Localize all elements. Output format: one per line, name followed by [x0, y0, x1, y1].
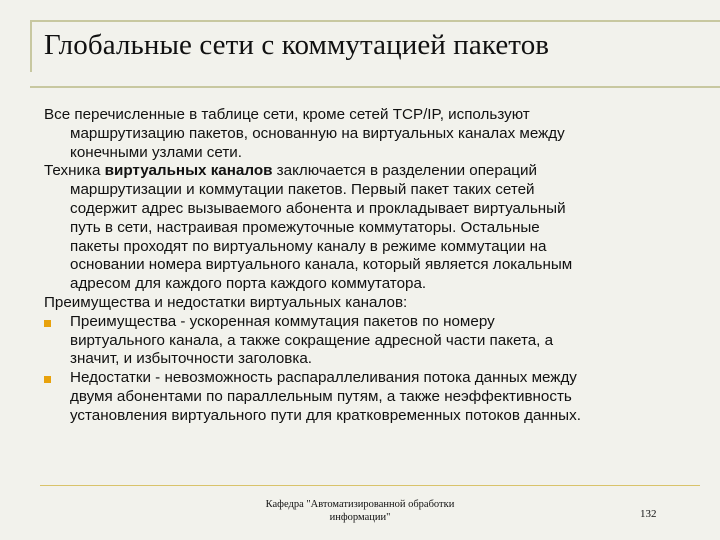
footer-department [240, 498, 480, 524]
footer-line: Кафедра "Автоматизированной обработки [265, 499, 455, 510]
title-divider [30, 86, 720, 88]
bullet-item-advantages [44, 313, 704, 369]
slide-content [44, 106, 704, 426]
text-run: Техника [44, 162, 105, 180]
emphasis-term: виртуальных каналов [104, 162, 273, 180]
text-line: содержит адрес вызываемого абонента и прокладывает виртуальный [70, 199, 566, 217]
square-bullet-icon [44, 320, 51, 327]
text-line: пакеты проходят по виртуальному каналу в режиме коммутации на [70, 237, 547, 255]
footer-line: информации" [329, 512, 391, 523]
text-line: конечными узлами сети. [70, 143, 242, 161]
text-line: основании номера виртуального канала, который является локальным [70, 256, 573, 274]
text-line: адресом для каждого порта каждого коммутатора. [70, 275, 427, 293]
paragraph-2 [44, 162, 704, 294]
paragraph-3 [44, 294, 704, 313]
paragraph-1 [44, 106, 704, 162]
text-line: Все перечисленные в таблице сети, кроме сетей TCP/IP, используют [44, 106, 530, 123]
slide-title: Глобальные сети с коммутацией пакетов [44, 29, 550, 61]
text-line [44, 162, 704, 181]
text-run: заключается в разделении операций [272, 162, 537, 180]
text-line: Преимущества - ускоренная коммутация пакетов по номеру [70, 312, 495, 330]
text-line: Преимущества и недостатки виртуальных каналов: [44, 293, 408, 311]
text-line: Недостатки - невозможность распараллеливания потока данных между [70, 369, 577, 387]
text-line: установления виртуального пути для кратковременных потоков данных. [70, 406, 581, 424]
footer-divider [40, 485, 700, 486]
text-line: двумя абонентами по параллельным путям, а также неэффективность [70, 387, 572, 405]
text-line: маршрутизацию пакетов, основанную на виртуальных каналах между [70, 124, 565, 142]
text-line: виртуального канала, а также сокращение адресной части пакета, а [70, 331, 554, 349]
text-line: маршрутизации и коммутации пакетов. Первый пакет таких сетей [70, 181, 535, 199]
text-line: путь в сети, настраивая промежуточные коммутаторы. Остальные [70, 218, 540, 236]
text-line: значит, и избыточности заголовка. [70, 350, 312, 368]
square-bullet-icon [44, 376, 51, 383]
page-number: 132 [640, 508, 657, 520]
bullet-item-disadvantages [44, 369, 704, 425]
